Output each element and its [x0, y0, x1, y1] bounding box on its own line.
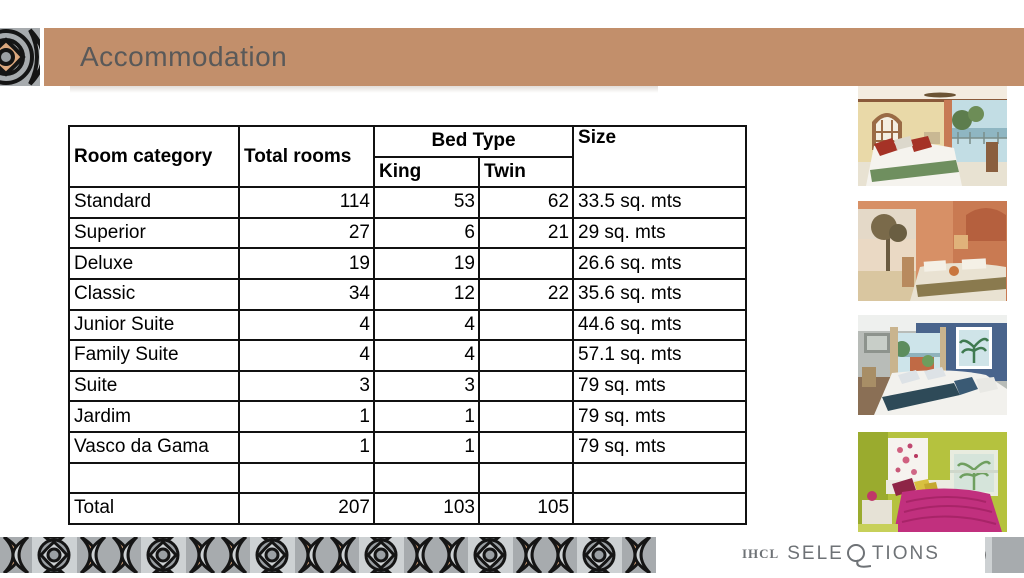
cell-total: 3: [239, 371, 374, 402]
room-photo-blue-wall-twin: [858, 315, 1007, 415]
table-body: [69, 187, 746, 524]
cell-size: [573, 493, 746, 524]
cell-twin: [479, 248, 573, 279]
brand-name-left: SELE: [787, 543, 844, 564]
cell-size: 35.6 sq. mts: [573, 279, 746, 310]
cell-king: 3: [374, 371, 479, 402]
cell-king: 4: [374, 340, 479, 371]
header-room-category: Room category: [69, 126, 239, 187]
cell-twin: 21: [479, 218, 573, 249]
cell-king: 1: [374, 401, 479, 432]
cell-total: 34: [239, 279, 374, 310]
cell-category: Family Suite: [69, 340, 239, 371]
cell-total: 19: [239, 248, 374, 279]
table-row: [69, 310, 746, 341]
cell-total: 1: [239, 432, 374, 463]
brand-seleqtions-label: [787, 541, 940, 567]
header-bed-type: Bed Type: [374, 126, 573, 157]
cell-twin: [479, 463, 573, 494]
cell-twin: 22: [479, 279, 573, 310]
table-row: [69, 279, 746, 310]
cell-size: 29 sq. mts: [573, 218, 746, 249]
cell-category: Classic: [69, 279, 239, 310]
cell-king: 12: [374, 279, 479, 310]
cell-twin: [479, 310, 573, 341]
header-total-rooms: Total rooms: [239, 126, 374, 187]
cell-king: 19: [374, 248, 479, 279]
table-row: [69, 463, 746, 494]
title-bar-shadow: [70, 86, 658, 93]
footer-pattern-band: [0, 537, 656, 573]
room-photo-terracotta-twin: [858, 201, 1007, 301]
table-row: [69, 371, 746, 402]
cell-category: Deluxe: [69, 248, 239, 279]
cell-twin: 105: [479, 493, 573, 524]
table-row: [69, 493, 746, 524]
table-header-row-1: [69, 126, 746, 157]
cell-category: Suite: [69, 371, 239, 402]
cell-twin: 62: [479, 187, 573, 218]
table-row: [69, 187, 746, 218]
cell-category: Total: [69, 493, 239, 524]
cell-category: Standard: [69, 187, 239, 218]
brand-name-right: TIONS: [871, 543, 940, 564]
cell-category: [69, 463, 239, 494]
cell-twin: [479, 432, 573, 463]
cell-king: [374, 463, 479, 494]
cell-total: 4: [239, 310, 374, 341]
cell-king: 6: [374, 218, 479, 249]
room-photo-green-magenta-bed: [858, 432, 1007, 532]
ornament-pattern-icon: [0, 28, 40, 86]
corner-ornament-icon: [0, 28, 40, 86]
cell-king: 4: [374, 310, 479, 341]
cell-king: 53: [374, 187, 479, 218]
footer-pattern-corner: [985, 537, 1024, 573]
cell-category: Jardim: [69, 401, 239, 432]
room-photo-sea-view: [858, 86, 1007, 186]
cell-size: [573, 463, 746, 494]
cell-size: 44.6 sq. mts: [573, 310, 746, 341]
table-row: [69, 218, 746, 249]
brand-ihcl-label: IHCL: [742, 546, 780, 561]
cell-category: Junior Suite: [69, 310, 239, 341]
cell-king: 103: [374, 493, 479, 524]
cell-size: 33.5 sq. mts: [573, 187, 746, 218]
header-king: King: [374, 157, 479, 188]
cell-category: Superior: [69, 218, 239, 249]
cell-total: 1: [239, 401, 374, 432]
header-twin: Twin: [479, 157, 573, 188]
cell-king: 1: [374, 432, 479, 463]
table-row: [69, 401, 746, 432]
cell-total: 207: [239, 493, 374, 524]
cell-size: 79 sq. mts: [573, 401, 746, 432]
brand-q-icon: [845, 544, 871, 570]
page-title: Accommodation: [80, 41, 288, 72]
cell-total: 4: [239, 340, 374, 371]
cell-twin: [479, 340, 573, 371]
table-row: [69, 432, 746, 463]
cell-size: 57.1 sq. mts: [573, 340, 746, 371]
table-row: [69, 248, 746, 279]
cell-size: 26.6 sq. mts: [573, 248, 746, 279]
cell-total: [239, 463, 374, 494]
cell-twin: [479, 401, 573, 432]
cell-total: 27: [239, 218, 374, 249]
title-bar: [44, 28, 1024, 86]
cell-total: 114: [239, 187, 374, 218]
cell-size: 79 sq. mts: [573, 432, 746, 463]
brand-logo: [742, 538, 940, 570]
cell-twin: [479, 371, 573, 402]
accommodation-table: [68, 125, 747, 525]
cell-size: 79 sq. mts: [573, 371, 746, 402]
cell-category: Vasco da Gama: [69, 432, 239, 463]
header-size: Size: [573, 126, 746, 187]
table-row: [69, 340, 746, 371]
